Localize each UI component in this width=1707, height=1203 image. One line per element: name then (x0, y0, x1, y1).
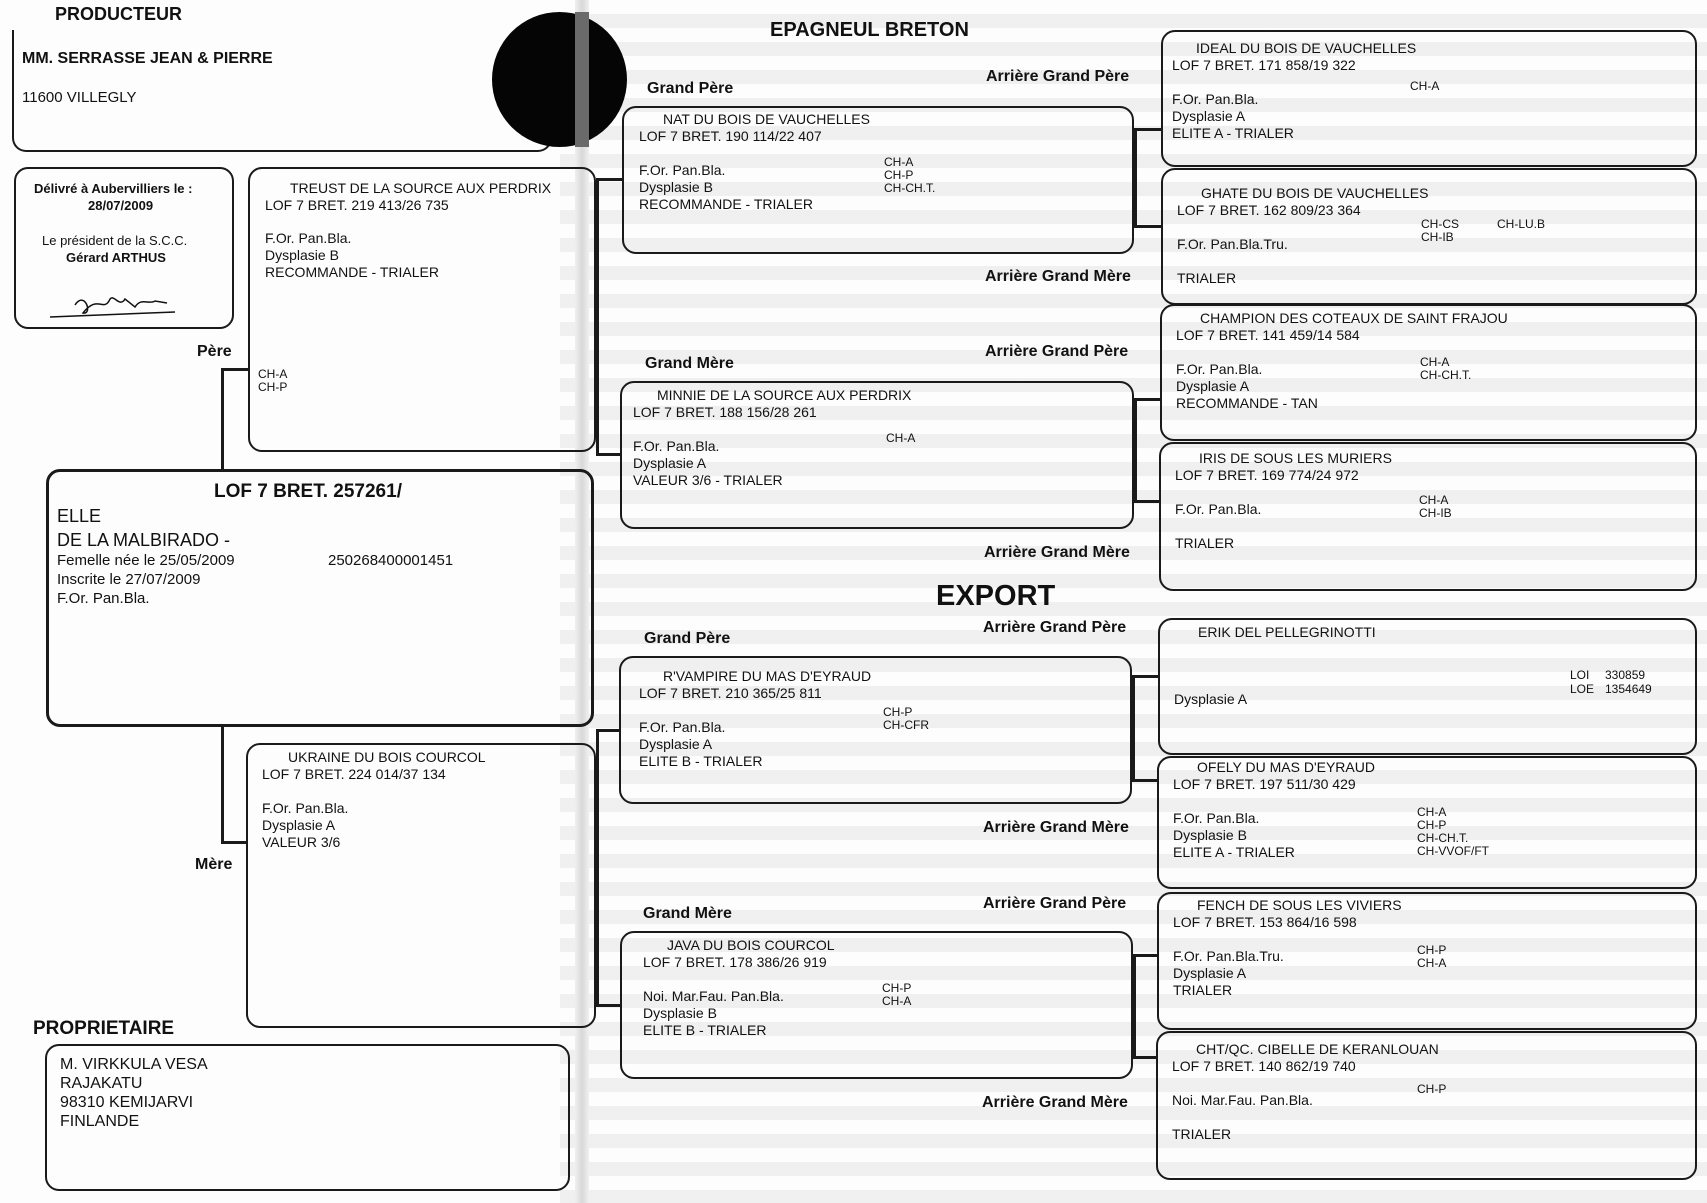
proprietaire-line: FINLANDE (60, 1113, 140, 1130)
grand-pere-maternal-line: ELITE B - TRIALER (639, 753, 763, 769)
ggm-name: GHATE DU BOIS DE VAUCHELLES (1201, 185, 1429, 201)
subject-lof: LOF 7 BRET. 257261/ (214, 481, 402, 502)
ggp-line: ELITE A - TRIALER (1172, 125, 1294, 141)
grand-pere-paternal-name: NAT DU BOIS DE VAUCHELLES (663, 111, 870, 127)
ggm-title: CH-A (1419, 493, 1449, 507)
ggp-line: F.Or. Pan.Bla. (1176, 361, 1263, 377)
ggp-lof: LOF 7 BRET. 153 864/16 598 (1173, 914, 1357, 930)
ggp-line: F.Or. Pan.Bla.Tru. (1173, 948, 1284, 964)
ink-blot-streak (575, 12, 589, 147)
grand-mere-paternal-title: CH-A (886, 431, 916, 445)
grand-pere-maternal-title: CH-P (883, 705, 913, 719)
grand-pere-maternal-title: CH-CFR (883, 718, 929, 732)
connector-line (1133, 954, 1136, 1058)
connector-line (221, 368, 224, 469)
ggm-lof: LOF 7 BRET. 140 862/19 740 (1172, 1058, 1356, 1074)
pere-lof: LOF 7 BRET. 219 413/26 735 (265, 197, 449, 213)
mere-lof: LOF 7 BRET. 224 014/37 134 (262, 766, 446, 782)
grand-pere-paternal-title: CH-CH.T. (884, 181, 936, 195)
ggp-line: RECOMMANDE - TAN (1176, 395, 1318, 411)
connector-line (221, 368, 248, 371)
mere-label: Mère (195, 856, 233, 873)
grand-mere-maternal-title: CH-P (882, 981, 912, 995)
connector-line (596, 729, 619, 732)
ggp-line: F.Or. Pan.Bla. (1172, 91, 1259, 107)
connector-line (1134, 128, 1137, 227)
grand-pere-paternal-lof: LOF 7 BRET. 190 114/22 407 (639, 128, 822, 144)
ggm-name: IRIS DE SOUS LES MURIERS (1199, 450, 1392, 466)
grand-pere-label: Grand Père (647, 80, 734, 97)
ggp-line: Dysplasie A (1174, 691, 1248, 707)
ggm-line: Noi. Mar.Fau. Pan.Bla. (1172, 1092, 1313, 1108)
grand-pere-paternal-line: F.Or. Pan.Bla. (639, 162, 726, 178)
connector-line (1132, 675, 1135, 781)
producteur-city: 11600 VILLEGLY (22, 89, 137, 106)
mere-line: Dysplasie A (262, 817, 336, 833)
grand-pere-maternal-lof: LOF 7 BRET. 210 365/25 811 (639, 685, 822, 701)
connector-line (1133, 954, 1157, 957)
grand-mere-paternal-line: VALEUR 3/6 - TRIALER (633, 472, 783, 488)
ggm-title: CH-IB (1421, 230, 1454, 244)
delivery-signatory: Gérard ARTHUS (66, 250, 166, 265)
subject-color: F.Or. Pan.Bla. (57, 590, 150, 607)
pere-label: Père (197, 343, 232, 360)
ggm-line: ELITE A - TRIALER (1173, 844, 1295, 860)
ggm-title: CH-VVOF/FT (1417, 844, 1489, 858)
connector-line (221, 727, 224, 843)
ggp-title: CH-A (1410, 79, 1440, 93)
proprietaire-label: PROPRIETAIRE (33, 1018, 175, 1039)
arriere-grand-pere-label: Arrière Grand Père (985, 343, 1129, 360)
subject-chip: 250268400001451 (328, 552, 454, 569)
connector-line (596, 453, 620, 456)
connector-line (221, 841, 246, 844)
grand-pere-paternal-line: RECOMMANDE - TRIALER (639, 196, 813, 212)
ggp-name: FENCH DE SOUS LES VIVIERS (1197, 897, 1402, 913)
grand-mere-paternal-line: F.Or. Pan.Bla. (633, 438, 720, 454)
grand-mere-maternal-line: ELITE B - TRIALER (643, 1022, 767, 1038)
ggp-loi-label: LOI (1570, 668, 1590, 682)
connector-line (596, 1004, 620, 1007)
proprietaire-line: 98310 KEMIJARVI (60, 1094, 194, 1111)
ggm-title: CH-P (1417, 818, 1447, 832)
ggp-line: TRIALER (1173, 982, 1233, 998)
ggm-lof: LOF 7 BRET. 162 809/23 364 (1177, 202, 1361, 218)
grand-pere-paternal-title: CH-P (884, 168, 914, 182)
mere-box (246, 743, 596, 1028)
ggp-title: CH-CH.T. (1420, 368, 1472, 382)
connector-line (596, 178, 622, 181)
ggm-line: TRIALER (1172, 1126, 1232, 1142)
grand-mere-maternal-line: Noi. Mar.Fau. Pan.Bla. (643, 988, 784, 1004)
connector-line (1132, 779, 1157, 782)
export-label: EXPORT (936, 580, 1056, 612)
connector-line (1134, 225, 1161, 228)
grand-mere-maternal-title: CH-A (882, 994, 912, 1008)
arriere-grand-mere-label: Arrière Grand Mère (982, 1094, 1128, 1111)
grand-pere-label: Grand Père (644, 630, 731, 647)
grand-mere-label: Grand Mère (643, 905, 732, 922)
grand-mere-label: Grand Mère (645, 355, 734, 372)
ggp-loi: 330859 (1605, 668, 1646, 682)
connector-line (1134, 398, 1160, 401)
connector-line (1134, 398, 1137, 502)
ggm-title: CH-LU.B (1497, 217, 1546, 231)
signature-icon (45, 285, 195, 323)
grand-pere-maternal-line: Dysplasie A (639, 736, 713, 752)
ggp-title: CH-P (1417, 943, 1447, 957)
pere-title: CH-P (258, 380, 288, 394)
ggp-lof: LOF 7 BRET. 141 459/14 584 (1176, 327, 1360, 343)
grand-mere-paternal-lof: LOF 7 BRET. 188 156/28 261 (633, 404, 817, 420)
grand-pere-maternal-line: F.Or. Pan.Bla. (639, 719, 726, 735)
ggp-title: CH-A (1420, 355, 1450, 369)
ggm-line: F.Or. Pan.Bla.Tru. (1177, 236, 1288, 252)
ggp-name: CHAMPION DES COTEAUX DE SAINT FRAJOU (1200, 310, 1508, 326)
ggp-title: CH-A (1417, 956, 1447, 970)
grand-pere-paternal-line: Dysplasie B (639, 179, 713, 195)
ggm-lof: LOF 7 BRET. 169 774/24 972 (1175, 467, 1359, 483)
delivery-place: Délivré à Aubervilliers le : (34, 181, 193, 196)
subject-registered: Inscrite le 27/07/2009 (57, 571, 201, 588)
connector-line (1134, 128, 1161, 131)
connector-line (1133, 1056, 1156, 1059)
subject-born: Femelle née le 25/05/2009 (57, 552, 235, 569)
producteur-label: PRODUCTEUR (55, 4, 183, 24)
ggp-name: ERIK DEL PELLEGRINOTTI (1198, 624, 1376, 640)
subject-name1: ELLE (57, 506, 102, 526)
ggm-title: CH-CH.T. (1417, 831, 1469, 845)
arriere-grand-mere-label: Arrière Grand Mère (984, 544, 1130, 561)
pere-title: CH-A (258, 367, 288, 381)
pere-line: F.Or. Pan.Bla. (265, 230, 352, 246)
ggp-line: Dysplasie A (1176, 378, 1250, 394)
ggm-line: Dysplasie B (1173, 827, 1247, 843)
connector-line (596, 178, 599, 455)
ggp-lof: LOF 7 BRET. 171 858/19 322 (1172, 57, 1356, 73)
subject-name2: DE LA MALBIRADO - (57, 530, 231, 550)
delivery-president: Le président de la S.C.C. (42, 233, 188, 248)
ink-blot (492, 12, 627, 147)
document-title: EPAGNEUL BRETON (770, 19, 969, 41)
ggp-name: IDEAL DU BOIS DE VAUCHELLES (1196, 40, 1417, 56)
ggm-line: F.Or. Pan.Bla. (1175, 501, 1262, 517)
arriere-grand-pere-label: Arrière Grand Père (983, 619, 1127, 636)
proprietaire-line: RAJAKATU (60, 1075, 143, 1092)
mere-line: F.Or. Pan.Bla. (262, 800, 349, 816)
mere-line: VALEUR 3/6 (262, 834, 341, 850)
ggp-line: Dysplasie A (1172, 108, 1246, 124)
grand-mere-paternal-name: MINNIE DE LA SOURCE AUX PERDRIX (657, 387, 912, 403)
grand-mere-maternal-name: JAVA DU BOIS COURCOL (667, 937, 835, 953)
ggp-line: Dysplasie A (1173, 965, 1247, 981)
producteur-name: MM. SERRASSE JEAN & PIERRE (22, 50, 273, 67)
ggm-line: TRIALER (1177, 270, 1237, 286)
pere-name: TREUST DE LA SOURCE AUX PERDRIX (290, 180, 552, 196)
ggp-loe-label: LOE (1570, 682, 1595, 696)
delivery-date: 28/07/2009 (88, 198, 154, 213)
ggm-title: CH-A (1417, 805, 1447, 819)
ggm-line: F.Or. Pan.Bla. (1173, 810, 1260, 826)
arriere-grand-pere-label: Arrière Grand Père (983, 895, 1127, 912)
arriere-grand-pere-label: Arrière Grand Père (986, 68, 1130, 85)
proprietaire-line: M. VIRKKULA VESA (60, 1056, 208, 1073)
ggm-name: CHT/QC. CIBELLE DE KERANLOUAN (1196, 1041, 1439, 1057)
mere-name: UKRAINE DU BOIS COURCOL (288, 749, 486, 765)
ggm-lof: LOF 7 BRET. 197 511/30 429 (1173, 776, 1356, 792)
pere-line: RECOMMANDE - TRIALER (265, 264, 439, 280)
grand-mere-maternal-line: Dysplasie B (643, 1005, 717, 1021)
ggm-name: OFELY DU MAS D'EYRAUD (1197, 759, 1375, 775)
ggp-loe: 1354649 (1605, 682, 1652, 696)
grand-mere-maternal-lof: LOF 7 BRET. 178 386/26 919 (643, 954, 827, 970)
ggm-line: TRIALER (1175, 535, 1235, 551)
arriere-grand-mere-label: Arrière Grand Mère (985, 268, 1131, 285)
ggm-title: CH-IB (1419, 506, 1452, 520)
connector-line (1132, 675, 1158, 678)
grand-pere-maternal-name: R'VAMPIRE DU MAS D'EYRAUD (663, 668, 872, 684)
ggm-title: CH-CS (1421, 217, 1459, 231)
pere-line: Dysplasie B (265, 247, 339, 263)
ggm-title: CH-P (1417, 1082, 1447, 1096)
grand-pere-paternal-title: CH-A (884, 155, 914, 169)
grand-mere-paternal-line: Dysplasie A (633, 455, 707, 471)
connector-line (1134, 500, 1159, 503)
connector-line (596, 729, 599, 1006)
arriere-grand-mere-label: Arrière Grand Mère (983, 819, 1129, 836)
